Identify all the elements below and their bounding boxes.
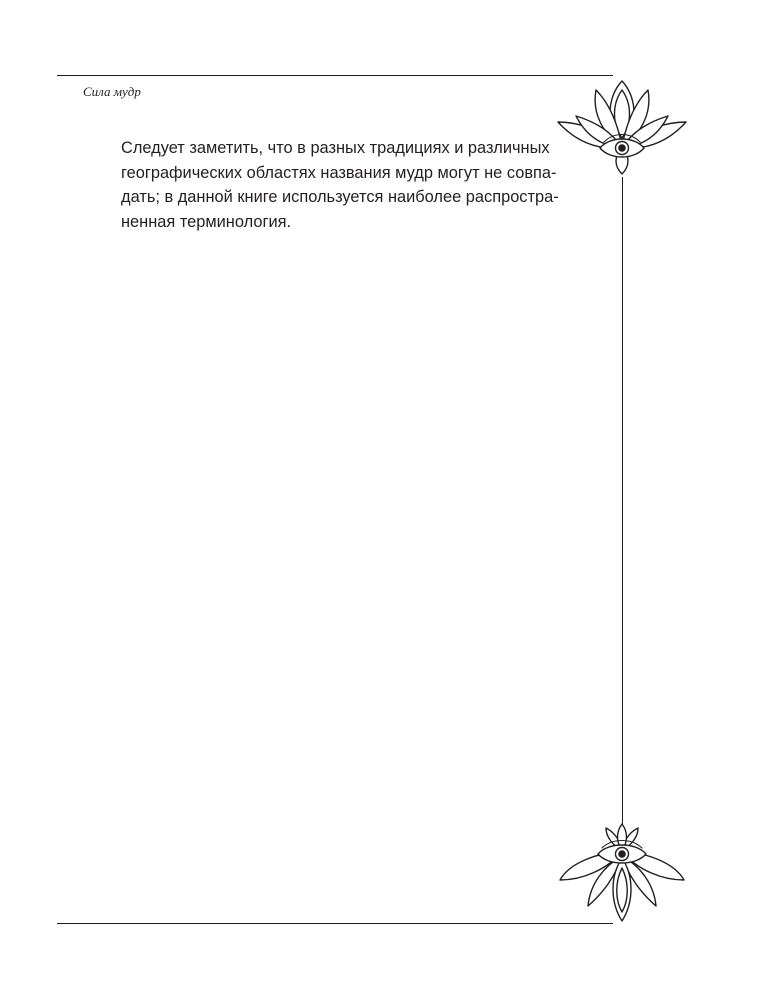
header-rule bbox=[57, 75, 613, 76]
body-paragraph bbox=[121, 136, 559, 234]
footer-rule bbox=[57, 923, 613, 924]
body-line: Следует заметить, что в разных традициях и различных bbox=[121, 139, 550, 157]
body-line: географических областях названия мудр могут не совпа- bbox=[121, 163, 557, 182]
lotus-eye-icon bbox=[556, 76, 688, 176]
lotus-eye-icon bbox=[556, 822, 688, 922]
body-line: ненная терминология. bbox=[121, 212, 292, 231]
side-border-line bbox=[622, 177, 623, 824]
body-line: дать; в данной книге используется наиболее распростра- bbox=[121, 188, 559, 206]
running-head: Сила мудр bbox=[83, 84, 141, 99]
